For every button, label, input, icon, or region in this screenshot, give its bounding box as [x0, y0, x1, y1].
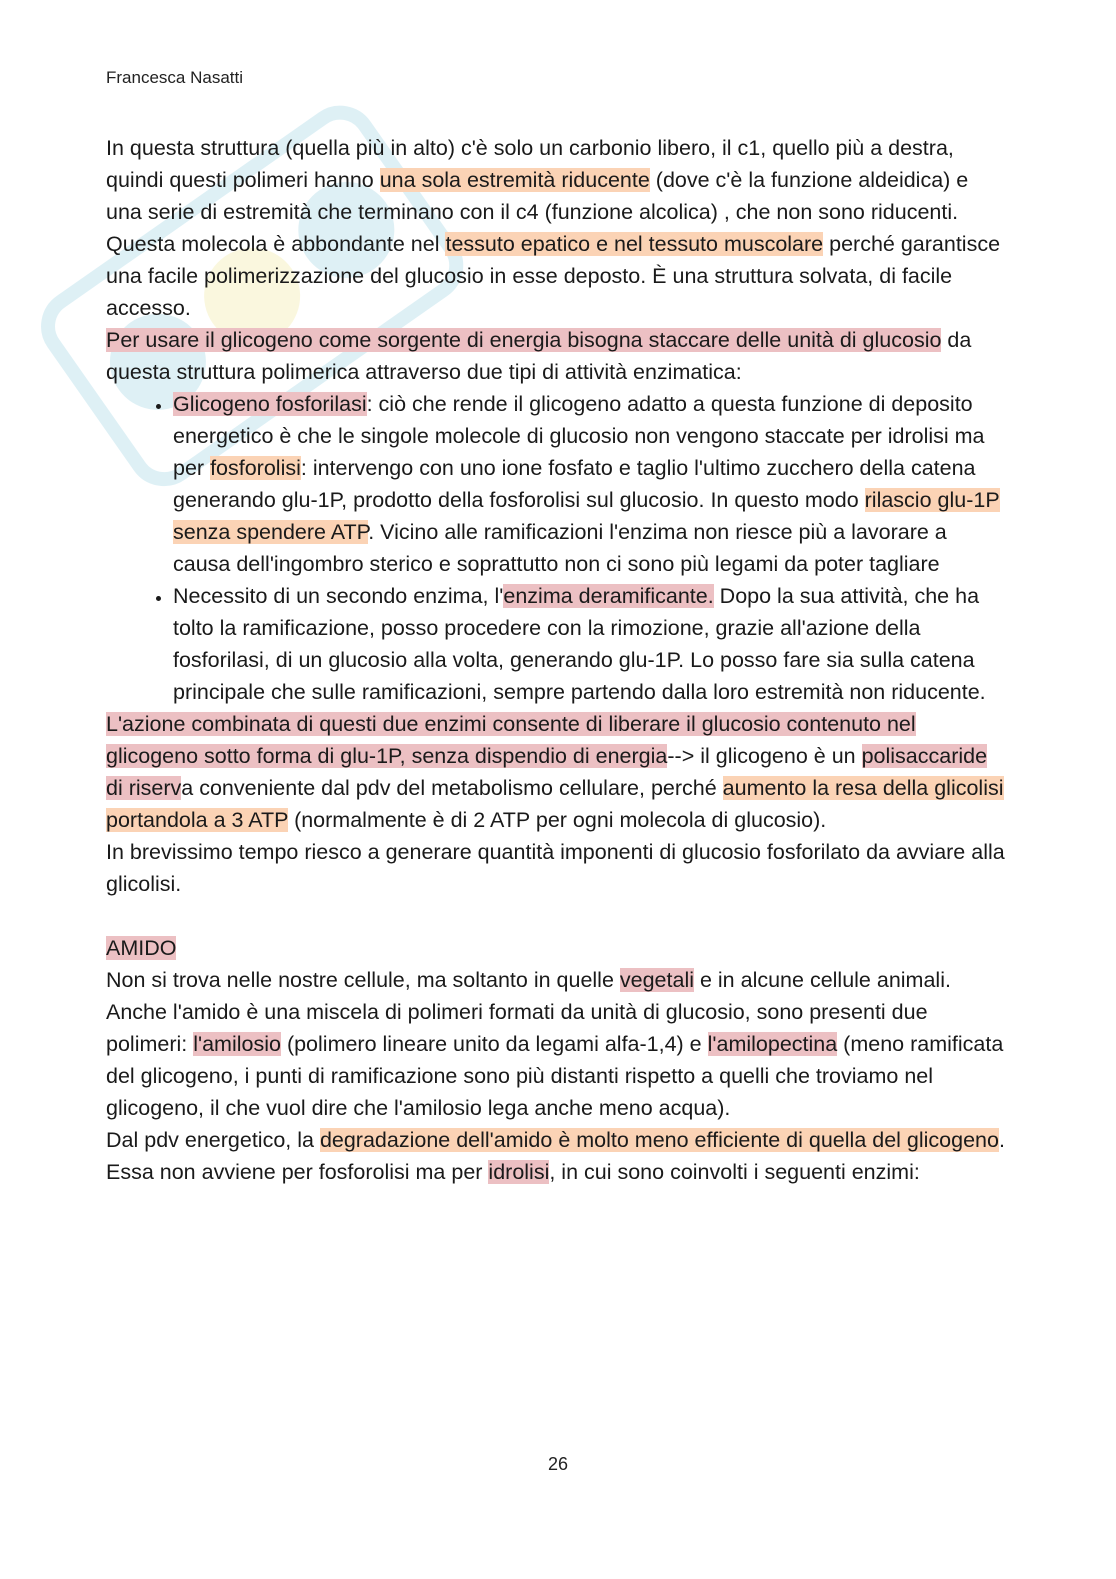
highlight-pink: idrolisi [488, 1160, 550, 1184]
highlight-pink: Per usare il glicogeno come sorgente di energia bisogna staccare delle unità di glucosio [106, 328, 942, 352]
highlight-pink: Glicogeno fosforilasi [173, 392, 367, 416]
highlight-orange: fosforolisi [210, 456, 301, 480]
paragraph-structure: In questa struttura (quella più in alto) c'è solo un carbonio libero, il c1, quello più a destra, quindi questi polimeri hanno una sola estremità riducente (dove c'è la funzione aldeidica) e una serie di estremità che terminano con il c4 (funzione alcolica) , che non sono riducenti. [106, 136, 969, 224]
highlight-pink: L'azione combinata di questi due enzimi consente di liberare il glucosio contenuto nel glicogeno sotto forma di glu-1P, senza dispendio di energia [106, 712, 916, 768]
paragraph-glycolysis: In brevissimo tempo riesco a generare quantità imponenti di glucosio fosforilato da avviare alla glicolisi. [106, 840, 1005, 896]
list-item-deramificante: • Necessito di un secondo enzima, l'enzima deramificante. Dopo la sua attività, che ha tolto la ramificazione, posso procedere con la rimozione, grazie all'azione della fosforilasi, di un glucosio alla volta, generando glu-1P. Lo posso fare sia sulla catena principale che sulle ramificazioni, sempre partendo dalla loro estremità non riducente. [173, 580, 1006, 708]
enzyme-list [106, 388, 1006, 708]
highlight-pink: enzima deramificante. [503, 584, 714, 608]
page-header-author: Francesca Nasatti [106, 68, 243, 87]
document-body [106, 132, 1006, 1188]
highlight-orange: tessuto epatico e nel tessuto muscolare [445, 232, 824, 256]
highlight-orange: degradazione dell'amido è molto meno efficiente di quella del glicogeno [319, 1128, 999, 1152]
highlight-orange: rilascio glu-1P senza spendere ATP [173, 488, 1000, 544]
list-item-fosforilasi: • Glicogeno fosforilasi: ciò che rende il glicogeno adatto a questa funzione di deposito energetico è che le singole molecole di glucosio non vengono staccate per idrolisi ma per fosforolisi: intervengo con uno ione fosfato e taglio l'ultimo zucchero della catena generando glu-1P, prodotto della fosforolisi sul glucosio. In questo modo rilascio glu-1P senza spendere ATP. Vicino alle ramificazioni l'enzima non riesce più a lavorare a causa dell'ingombro sterico e soprattutto non ci sono più legami da poter tagliare [173, 388, 1006, 580]
paragraph-amido-location: Non si trova nelle nostre cellule, ma soltanto in quelle vegetali e in alcune cellule animali. [106, 968, 951, 992]
paragraph-gap [106, 900, 1006, 932]
highlight-pink: l'amilopectina [707, 1032, 838, 1056]
highlight-pink: vegetali [619, 968, 694, 992]
highlight-pink: AMIDO [106, 936, 177, 960]
highlight-orange: una sola estremità riducente [379, 168, 650, 192]
highlight-orange: aumento la resa della glicolisi portandola a 3 ATP [106, 776, 1004, 832]
paragraph-tissue: Questa molecola è abbondante nel tessuto epatico e nel tessuto muscolare perché garantisce una facile polimerizzazione del glucosio in esse deposto. È una struttura solvata, di facile accesso. [106, 232, 1001, 320]
paragraph-amido-polymers: Anche l'amido è una miscela di polimeri formati da unità di glucosio, sono presenti due polimeri: l'amilosio (polimero lineare unito da legami alfa-1,4) e l'amilopectina (meno ramificata del glicogeno, i punti di ramificazione sono più distanti rispetto a quelli che troviamo nel glicogeno, il che vuol dire che l'amilosio lega anche meno acqua). [106, 1000, 1004, 1120]
highlight-pink: l'amilosio [193, 1032, 281, 1056]
paragraph-energy-source: Per usare il glicogeno come sorgente di energia bisogna staccare delle unità di glucosio da questa struttura polimerica attraverso due tipi di attività enzimatica: [106, 328, 972, 384]
heading-amido [106, 932, 1006, 964]
paragraph-combined-action: L'azione combinata di questi due enzimi consente di liberare il glucosio contenuto nel glicogeno sotto forma di glu-1P, senza dispendio di energia--> il glicogeno è un polisaccaride di riserva conveniente dal pdv del metabolismo cellulare, perché aumento la resa della glicolisi portandola a 3 ATP (normalmente è di 2 ATP per ogni molecola di glucosio). [106, 712, 1004, 832]
paragraph-amido-degradation: Dal pdv energetico, la degradazione dell'amido è molto meno efficiente di quella del glicogeno. Essa non avviene per fosforolisi ma per idrolisi, in cui sono coinvolti i seguenti enzimi: [106, 1128, 1005, 1184]
page-number: 26 [547, 1454, 569, 1474]
highlight-pink: polisaccaride di riserv [106, 744, 988, 800]
